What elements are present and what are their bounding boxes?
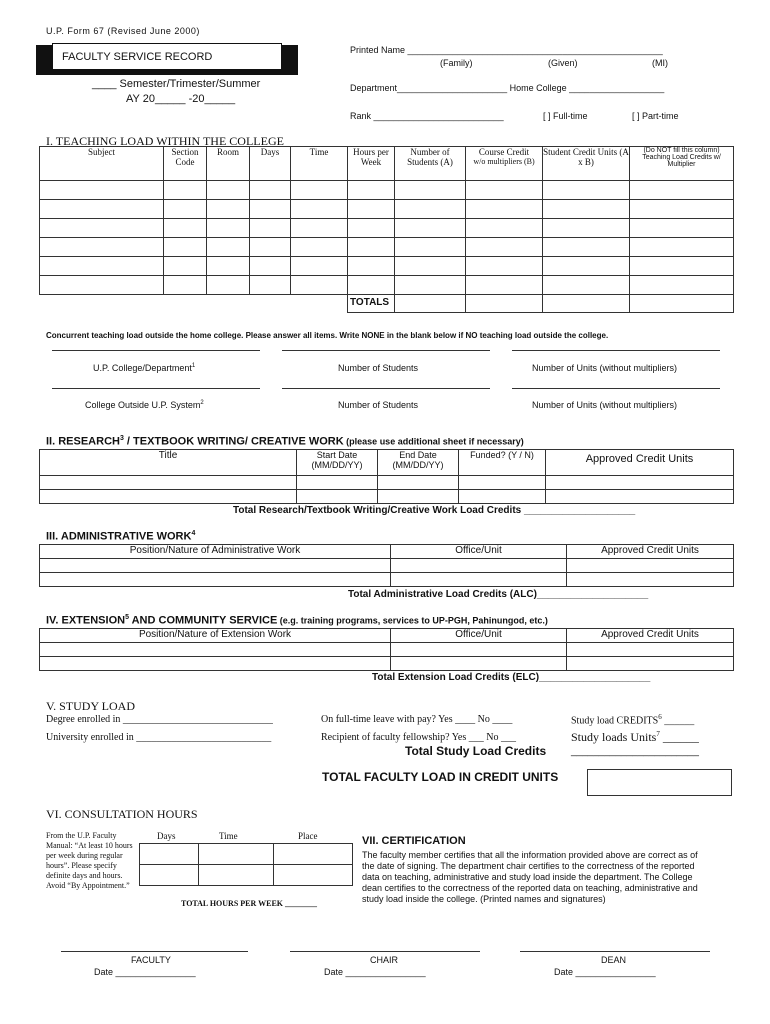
total-faculty-load-box[interactable] <box>587 769 732 796</box>
col-funded: Funded? (Y / N) <box>459 450 546 476</box>
faculty-date[interactable]: Date ________________ <box>94 967 196 977</box>
teaching-cell[interactable] <box>40 257 164 276</box>
col-end-date: End Date (MM/DD/YY) <box>378 450 459 476</box>
totals-label: TOTALS <box>348 295 395 313</box>
teaching-cell[interactable] <box>395 219 466 238</box>
department-field[interactable]: Department______________________ Home College ___________________ <box>350 83 665 93</box>
teaching-cell[interactable] <box>466 276 543 295</box>
extension-table <box>39 628 734 671</box>
teaching-cell[interactable] <box>250 238 291 257</box>
teaching-cell[interactable] <box>164 257 207 276</box>
teaching-cell[interactable] <box>250 257 291 276</box>
certification-heading: VII. CERTIFICATION <box>362 835 466 847</box>
col-approved-credit: Approved Credit Units <box>546 450 734 476</box>
teaching-cell <box>630 276 734 295</box>
teaching-cell[interactable] <box>164 181 207 200</box>
teaching-cell[interactable] <box>40 276 164 295</box>
teaching-cell[interactable] <box>250 219 291 238</box>
teaching-cell[interactable] <box>348 181 395 200</box>
totals-cell <box>630 295 734 313</box>
admin-table <box>39 544 734 587</box>
teaching-cell <box>630 200 734 219</box>
dean-signature-line[interactable] <box>520 951 710 952</box>
teaching-cell[interactable] <box>395 276 466 295</box>
study-credits-field[interactable]: Study load CREDITS$^6$ ______ <box>571 713 695 727</box>
consult-cell[interactable] <box>199 844 274 865</box>
concurrent-note: Concurrent teaching load outside the home college. Please answer all items. Write NONE in the blank below if NO teaching load outside the college. <box>46 331 609 340</box>
research-cell[interactable] <box>459 490 546 504</box>
totals-cell[interactable] <box>395 295 466 313</box>
dean-label: DEAN <box>601 955 627 965</box>
col-consult-place: Place <box>298 831 318 841</box>
teaching-cell[interactable] <box>207 219 250 238</box>
col-admin-credit: Approved Credit Units <box>567 545 734 559</box>
research-cell[interactable] <box>297 476 378 490</box>
admin-cell[interactable] <box>567 573 734 587</box>
faculty-label: FACULTY <box>131 955 171 965</box>
ay-line: AY 20_____ -20_____ <box>126 93 236 105</box>
teaching-cell <box>630 238 734 257</box>
teaching-heading: I. TEACHING LOAD WITHIN THE COLLEGE <box>46 134 284 148</box>
faculty-signature-line[interactable] <box>61 951 248 952</box>
col-note: (Do NOT fill this column) Teaching Load Credits w/ Multiplier <box>630 147 734 181</box>
degree-field[interactable]: Degree enrolled in ______________________________ <box>46 714 273 725</box>
teaching-cell[interactable] <box>395 181 466 200</box>
extension-heading: IV. EXTENSION$^5$ AND COMMUNITY SERVICE (e.g. training programs, services to UP-PGH, Pahinungod, etc.) <box>46 614 548 627</box>
teaching-cell[interactable] <box>466 181 543 200</box>
col-start-date: Start Date (MM/DD/YY) <box>297 450 378 476</box>
num-units-label: Number of Units (without multipliers) <box>532 400 678 410</box>
col-subject: Subject <box>40 147 164 181</box>
teaching-cell[interactable] <box>291 238 348 257</box>
teaching-cell[interactable] <box>395 257 466 276</box>
research-total[interactable]: Total Research/Textbook Writing/Creative Work Load Credits ____________________ <box>233 505 636 516</box>
mi-label: (MI) <box>652 58 668 68</box>
extension-total[interactable]: Total Extension Load Credits (ELC)____________________ <box>372 672 651 683</box>
num-students-label: Number of Students <box>338 363 419 373</box>
teaching-cell[interactable] <box>291 219 348 238</box>
chair-date[interactable]: Date ________________ <box>324 967 426 977</box>
teaching-cell[interactable] <box>291 200 348 219</box>
admin-cell[interactable] <box>391 559 567 573</box>
research-cell[interactable] <box>297 490 378 504</box>
teaching-cell[interactable] <box>164 238 207 257</box>
extension-cell[interactable] <box>391 657 567 671</box>
teaching-table <box>39 146 734 313</box>
col-admin-position: Position/Nature of Administrative Work <box>40 545 391 559</box>
fellowship-field[interactable]: Recipient of faculty fellowship? Yes ___ No ___ <box>321 732 516 743</box>
teaching-cell[interactable] <box>348 257 395 276</box>
teaching-cell[interactable] <box>348 238 395 257</box>
col-ext-office: Office/Unit <box>391 629 567 643</box>
totals-cell[interactable] <box>543 295 630 313</box>
teaching-cell[interactable] <box>466 257 543 276</box>
teaching-cell[interactable] <box>207 276 250 295</box>
col-title: Title <box>40 450 297 476</box>
blank-line[interactable] <box>52 388 260 389</box>
teaching-cell[interactable] <box>291 257 348 276</box>
family-label: (Family) <box>440 58 473 68</box>
consultation-note: From the U.P. Faculty Manual: “At least 10 hours per week during regular hours”. Please specify definite days and hours. Avoid “By Appointment.” <box>46 831 133 890</box>
research-table <box>39 449 734 504</box>
chair-signature-line[interactable] <box>290 951 480 952</box>
total-hours-per-week[interactable]: TOTAL HOURS PER WEEK ________ <box>181 899 318 908</box>
study-heading: V. STUDY LOAD <box>46 699 136 713</box>
consultation-heading: VI. CONSULTATION HOURS <box>46 807 198 821</box>
teaching-cell[interactable] <box>466 219 543 238</box>
col-days: Days <box>250 147 291 181</box>
teaching-cell[interactable] <box>207 200 250 219</box>
research-cell[interactable] <box>40 476 297 490</box>
admin-cell[interactable] <box>567 559 734 573</box>
teaching-cell[interactable] <box>164 200 207 219</box>
col-course-credit: Course Credit <box>478 147 530 157</box>
consult-cell[interactable] <box>140 844 199 865</box>
university-field[interactable]: University enrolled in ___________________________ <box>46 732 272 743</box>
col-student-credit: Student Credit Units (A x B) <box>543 147 630 181</box>
consult-cell[interactable] <box>140 865 199 886</box>
teaching-cell[interactable] <box>348 276 395 295</box>
consultation-table <box>139 843 353 886</box>
teaching-cell[interactable] <box>40 181 164 200</box>
col-time: Time <box>291 147 348 181</box>
teaching-cell <box>630 181 734 200</box>
research-cell[interactable] <box>546 490 734 504</box>
teaching-cell[interactable] <box>164 219 207 238</box>
teaching-cell[interactable] <box>40 200 164 219</box>
fulltime-checkbox[interactable]: [ ] Full-time <box>543 111 588 121</box>
form-number: U.P. Form 67 (Revised June 2000) <box>46 26 200 36</box>
given-label: (Given) <box>548 58 578 68</box>
teaching-cell[interactable] <box>40 238 164 257</box>
consult-cell[interactable] <box>199 865 274 886</box>
blank-line[interactable] <box>512 388 720 389</box>
teaching-cell <box>630 219 734 238</box>
teaching-cell[interactable] <box>348 200 395 219</box>
admin-total[interactable]: Total Administrative Load Credits (ALC)____________________ <box>348 589 649 600</box>
col-ext-position: Position/Nature of Extension Work <box>40 629 391 643</box>
col-consult-days: Days <box>157 831 176 841</box>
teaching-cell[interactable] <box>466 200 543 219</box>
blank-line[interactable] <box>282 350 490 351</box>
form-title: FACULTY SERVICE RECORD <box>62 51 213 63</box>
dean-date[interactable]: Date ________________ <box>554 967 656 977</box>
totals-cell[interactable] <box>466 295 543 313</box>
extension-cell[interactable] <box>40 657 391 671</box>
leave-field[interactable]: On full-time leave with pay? Yes ____ No ____ <box>321 714 513 725</box>
extension-cell[interactable] <box>567 657 734 671</box>
teaching-cell[interactable] <box>543 219 630 238</box>
consult-cell[interactable] <box>274 844 353 865</box>
col-room: Room <box>207 147 250 181</box>
num-units-label: Number of Units (without multipliers) <box>532 363 678 373</box>
teaching-cell[interactable] <box>466 238 543 257</box>
teaching-cell[interactable] <box>543 200 630 219</box>
research-cell[interactable] <box>40 490 297 504</box>
teaching-cell[interactable] <box>207 257 250 276</box>
study-units-field[interactable]: Study loads Units$^7$ ______ <box>571 730 699 744</box>
col-course-credit-sub: w/o multipliers (B) <box>473 157 535 166</box>
research-cell[interactable] <box>378 490 459 504</box>
chair-label: CHAIR <box>370 955 399 965</box>
teaching-cell[interactable] <box>207 181 250 200</box>
teaching-cell[interactable] <box>543 257 630 276</box>
consult-cell[interactable] <box>274 865 353 886</box>
teaching-cell[interactable] <box>40 219 164 238</box>
extension-cell[interactable] <box>567 643 734 657</box>
research-cell[interactable] <box>546 476 734 490</box>
teaching-cell <box>630 257 734 276</box>
teaching-cell[interactable] <box>543 238 630 257</box>
college-outside-label: College Outside U.P. System$^2$ <box>85 400 204 410</box>
admin-cell[interactable] <box>391 573 567 587</box>
admin-cell[interactable] <box>40 573 391 587</box>
study-total-label: Total Study Load Credits <box>405 744 547 758</box>
certification-body: The faculty member certifies that all the information provided above are correct as of the date of signing. The department chair certifies to the correctness of the reported data on teaching, administrative and study load inside the department. The College dean certifies to the correctness of the reported data on teaching, administrative and study load inside the college. (Printed names and signatures) <box>362 850 698 904</box>
printed-name-field[interactable]: Printed Name ___________________________________________________ <box>350 45 663 55</box>
research-cell[interactable] <box>459 476 546 490</box>
parttime-checkbox[interactable]: [ ] Part-time <box>632 111 679 121</box>
teaching-cell[interactable] <box>250 276 291 295</box>
teaching-cell[interactable] <box>250 200 291 219</box>
col-section: Section Code <box>164 147 207 181</box>
col-admin-office: Office/Unit <box>391 545 567 559</box>
col-students: Number of Students (A) <box>395 147 466 181</box>
col-consult-time: Time <box>219 831 238 841</box>
teaching-cell[interactable] <box>250 181 291 200</box>
total-faculty-load-label: TOTAL FACULTY LOAD IN CREDIT UNITS <box>322 770 559 784</box>
teaching-cell[interactable] <box>291 181 348 200</box>
col-hours: Hours per Week <box>348 147 395 181</box>
rank-field[interactable]: Rank __________________________ <box>350 111 504 121</box>
admin-heading: III. ADMINISTRATIVE WORK$^4$ <box>46 530 196 543</box>
blank-line[interactable] <box>282 388 490 389</box>
teaching-cell[interactable] <box>348 219 395 238</box>
teaching-cell[interactable] <box>291 276 348 295</box>
extension-cell[interactable] <box>40 643 391 657</box>
extension-cell[interactable] <box>391 643 567 657</box>
term-line: ____ Semester/Trimester/Summer <box>92 78 261 90</box>
study-total-blank[interactable]: _______________________ <box>571 746 699 757</box>
college-dept-label: U.P. College/Department$^1$ <box>93 363 196 373</box>
teaching-cell[interactable] <box>543 181 630 200</box>
blank-line[interactable] <box>52 350 260 351</box>
num-students-label: Number of Students <box>338 400 419 410</box>
admin-cell[interactable] <box>40 559 391 573</box>
teaching-cell[interactable] <box>543 276 630 295</box>
teaching-cell[interactable] <box>207 238 250 257</box>
research-heading: II. RESEARCH$^3$ / TEXTBOOK WRITING/ CREATIVE WORK (please use additional sheet if necessary) <box>46 435 524 448</box>
teaching-cell[interactable] <box>164 276 207 295</box>
teaching-cell[interactable] <box>395 200 466 219</box>
blank-line[interactable] <box>512 350 720 351</box>
research-cell[interactable] <box>378 476 459 490</box>
col-ext-credit: Approved Credit Units <box>567 629 734 643</box>
teaching-cell[interactable] <box>395 238 466 257</box>
